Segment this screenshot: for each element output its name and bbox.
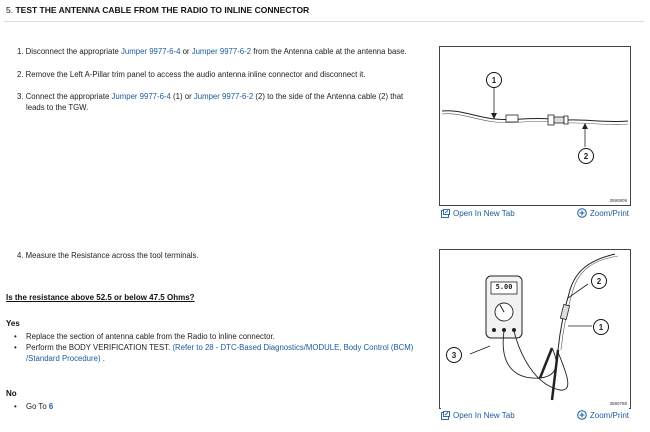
instruction-4: 4. Measure the Resistance across the tool terminals.	[17, 251, 199, 260]
callout-2: 2	[591, 273, 607, 289]
plus-circle-icon	[577, 208, 587, 218]
refer-bcm-procedure-link[interactable]: (Refer to 28 - DTC-Based Diagnostics/MODULE, Body Control (BCM)	[172, 343, 414, 352]
instruction-1-text: 1. Disconnect the appropriate	[17, 47, 122, 56]
list-item	[6, 342, 426, 364]
title-divider	[4, 21, 644, 22]
external-tab-icon	[441, 209, 450, 218]
list-item	[6, 401, 206, 412]
instruction-3	[17, 91, 429, 113]
no-actions-list	[6, 401, 206, 412]
refer-bcm-procedure-link-2[interactable]: /Standard Procedure)	[26, 354, 101, 363]
instruction-3-or: (1) or	[170, 92, 194, 101]
jumper-9977-6-2-link-2[interactable]: Jumper 9977-6-2	[193, 92, 254, 101]
jumper-9977-6-2-link[interactable]: Jumper 9977-6-2	[191, 47, 252, 56]
figure-2-image[interactable]	[439, 249, 631, 409]
goto-text: Go To	[26, 402, 49, 411]
antenna-cable-jumper-illustration	[440, 47, 630, 205]
yes-action-1: Replace the section of antenna cable from the Radio to inline connector.	[26, 332, 275, 341]
yes-action-2-text: Perform the BODY VERIFICATION TEST.	[26, 343, 173, 352]
zoom-print-button[interactable]	[577, 410, 629, 420]
figure-1-image[interactable]	[439, 46, 631, 206]
open-new-tab-button[interactable]	[441, 209, 515, 218]
open-new-tab-button[interactable]	[441, 411, 515, 420]
yes-actions-list	[6, 331, 426, 364]
zoom-print-label: Zoom/Print	[589, 208, 629, 218]
figure-2-toolbar	[441, 408, 629, 422]
callout-3: 3	[446, 347, 462, 363]
step-title-text: TEST THE ANTENNA CABLE FROM THE RADIO TO INLINE CONNECTOR	[15, 5, 310, 15]
instruction-3-mid: (2) to the side of the Antenna cable (2) that	[253, 92, 404, 101]
zoom-print-button[interactable]	[577, 208, 629, 218]
yes-action-2-end: .	[100, 354, 105, 363]
figure-2-id: 3590788	[609, 401, 627, 406]
zoom-print-label: Zoom/Print	[589, 410, 629, 420]
no-label: No	[6, 389, 17, 398]
list-item	[6, 331, 426, 342]
instruction-1-or: or	[180, 47, 192, 56]
callout-2: 2	[578, 148, 594, 164]
instruction-3-text: 3. Connect the appropriate	[17, 92, 112, 101]
yes-label: Yes	[6, 319, 20, 328]
figure-1-id: 3590809	[609, 198, 627, 203]
instruction-3-line2: leads to the TGW.	[26, 103, 89, 112]
question-heading: Is the resistance above 52.5 or below 47.5 Ohms?	[6, 293, 195, 302]
step-number: 5.	[6, 5, 14, 15]
goto-step-6-link[interactable]: 6	[48, 402, 54, 411]
jumper-9977-6-4-link[interactable]: Jumper 9977-6-4	[121, 47, 181, 56]
instruction-2: 2. Remove the Left A-Pillar trim panel to access the audio antenna inline connector and disconnect it.	[17, 70, 366, 79]
instruction-1	[17, 46, 429, 57]
open-new-tab-label: Open In New Tab	[453, 208, 515, 218]
callout-1: 1	[486, 72, 502, 88]
callout-1: 1	[593, 319, 609, 335]
jumper-9977-6-4-link-2[interactable]: Jumper 9977-6-4	[111, 92, 171, 101]
step-title	[6, 5, 309, 15]
meter-display: 5.00	[495, 283, 513, 291]
external-tab-icon	[441, 411, 450, 420]
open-new-tab-label: Open In New Tab	[453, 410, 515, 420]
figure-1-toolbar	[441, 206, 629, 220]
instruction-1-tail: from the Antenna cable at the antenna base.	[251, 47, 407, 56]
plus-circle-icon	[577, 410, 587, 420]
